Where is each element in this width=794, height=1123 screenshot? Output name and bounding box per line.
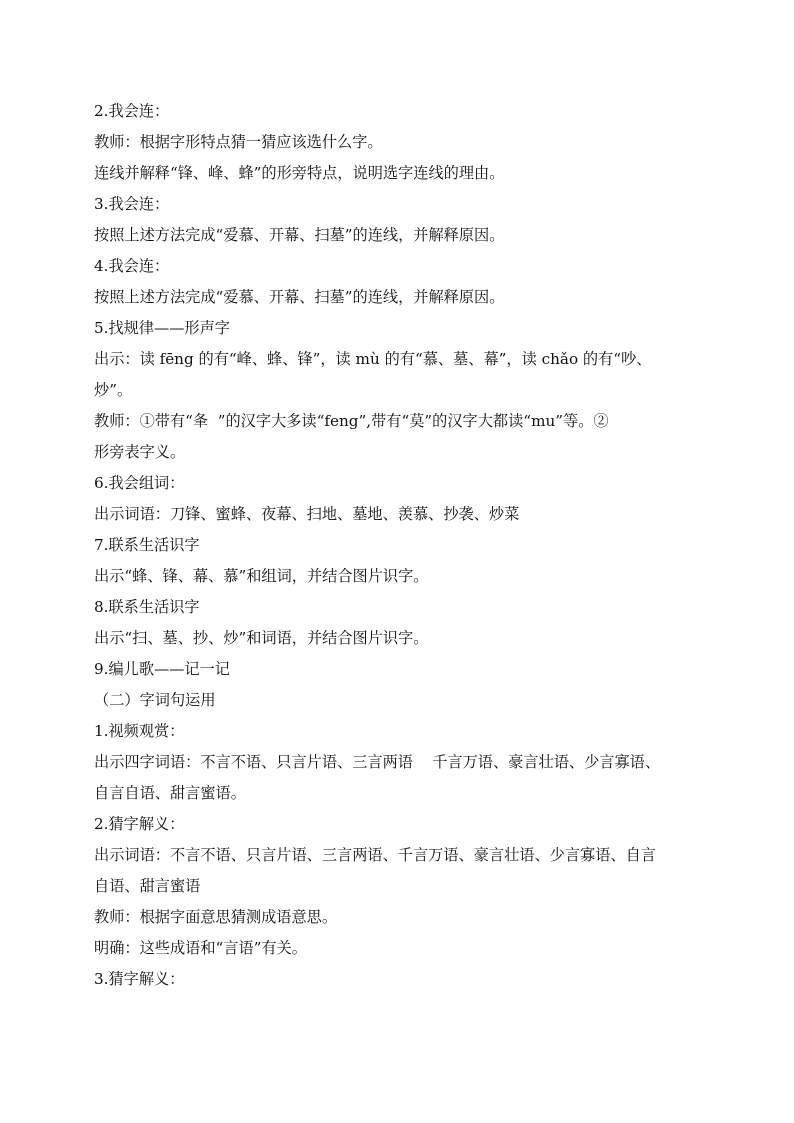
part-heading: （二）字词句运用 <box>94 691 216 709</box>
section-heading: 8.联系生活识字 <box>94 598 200 616</box>
section-heading: 3.猜字解义： <box>94 970 185 988</box>
paragraph: 炒”。 <box>94 381 133 399</box>
paragraph: 教师：根据字形特点猜一猜应该选什么字。 <box>94 133 383 151</box>
paragraph: 自言自语、甜言蜜语。 <box>94 784 246 802</box>
section-heading: 5.找规律——形声字 <box>94 319 230 337</box>
document-page <box>94 96 706 995</box>
paragraph: 教师：①带有“夆 ”的汉字大多读“feng”,带有“莫”的汉字大都读“mu”等。② <box>94 412 609 430</box>
section-heading: 6.我会组词： <box>94 474 185 492</box>
paragraph: 出示词语：不言不语、只言片语、三言两语、千言万语、豪言壮语、少言寡语、自言 <box>94 846 656 864</box>
paragraph: 教师：根据字面意思猜测成语意思。 <box>94 908 337 926</box>
paragraph: 连线并解释“锋、峰、蜂”的形旁特点，说明选字连线的理由。 <box>94 164 505 182</box>
section-heading: 2.猜字解义： <box>94 815 185 833</box>
section-heading: 4.我会连： <box>94 257 170 275</box>
paragraph: 出示词语：刀锋、蜜蜂、夜幕、扫地、墓地、羡慕、抄袭、炒菜 <box>94 505 520 523</box>
section-heading: 9.编儿歌——记一记 <box>94 660 230 678</box>
paragraph: 自语、甜言蜜语 <box>94 877 201 895</box>
paragraph: 按照上述方法完成“爱慕、开幕、扫墓”的连线，并解释原因。 <box>94 288 505 306</box>
paragraph: 出示“蜂、锋、幕、慕”和组词，并结合图片识字。 <box>94 567 429 585</box>
section-heading: 7.联系生活识字 <box>94 536 200 554</box>
paragraph: 出示四字词语：不言不语、只言片语、三言两语 千言万语、豪言壮语、少言寡语、 <box>94 753 661 771</box>
paragraph: 按照上述方法完成“爱慕、开幕、扫墓”的连线，并解释原因。 <box>94 226 505 244</box>
paragraph: 出示：读 fēng 的有“峰、蜂、锋”，读 mù 的有“慕、墓、幕”，读 chǎo 的有“吵、 <box>94 350 652 368</box>
section-heading: 2.我会连： <box>94 102 170 120</box>
paragraph: 明确：这些成语和“言语”有关。 <box>94 939 307 957</box>
section-heading: 3.我会连： <box>94 195 170 213</box>
paragraph: 形旁表字义。 <box>94 443 186 461</box>
section-heading: 1.视频观赏： <box>94 722 185 740</box>
paragraph: 出示“扫、墓、抄、炒”和词语，并结合图片识字。 <box>94 629 429 647</box>
